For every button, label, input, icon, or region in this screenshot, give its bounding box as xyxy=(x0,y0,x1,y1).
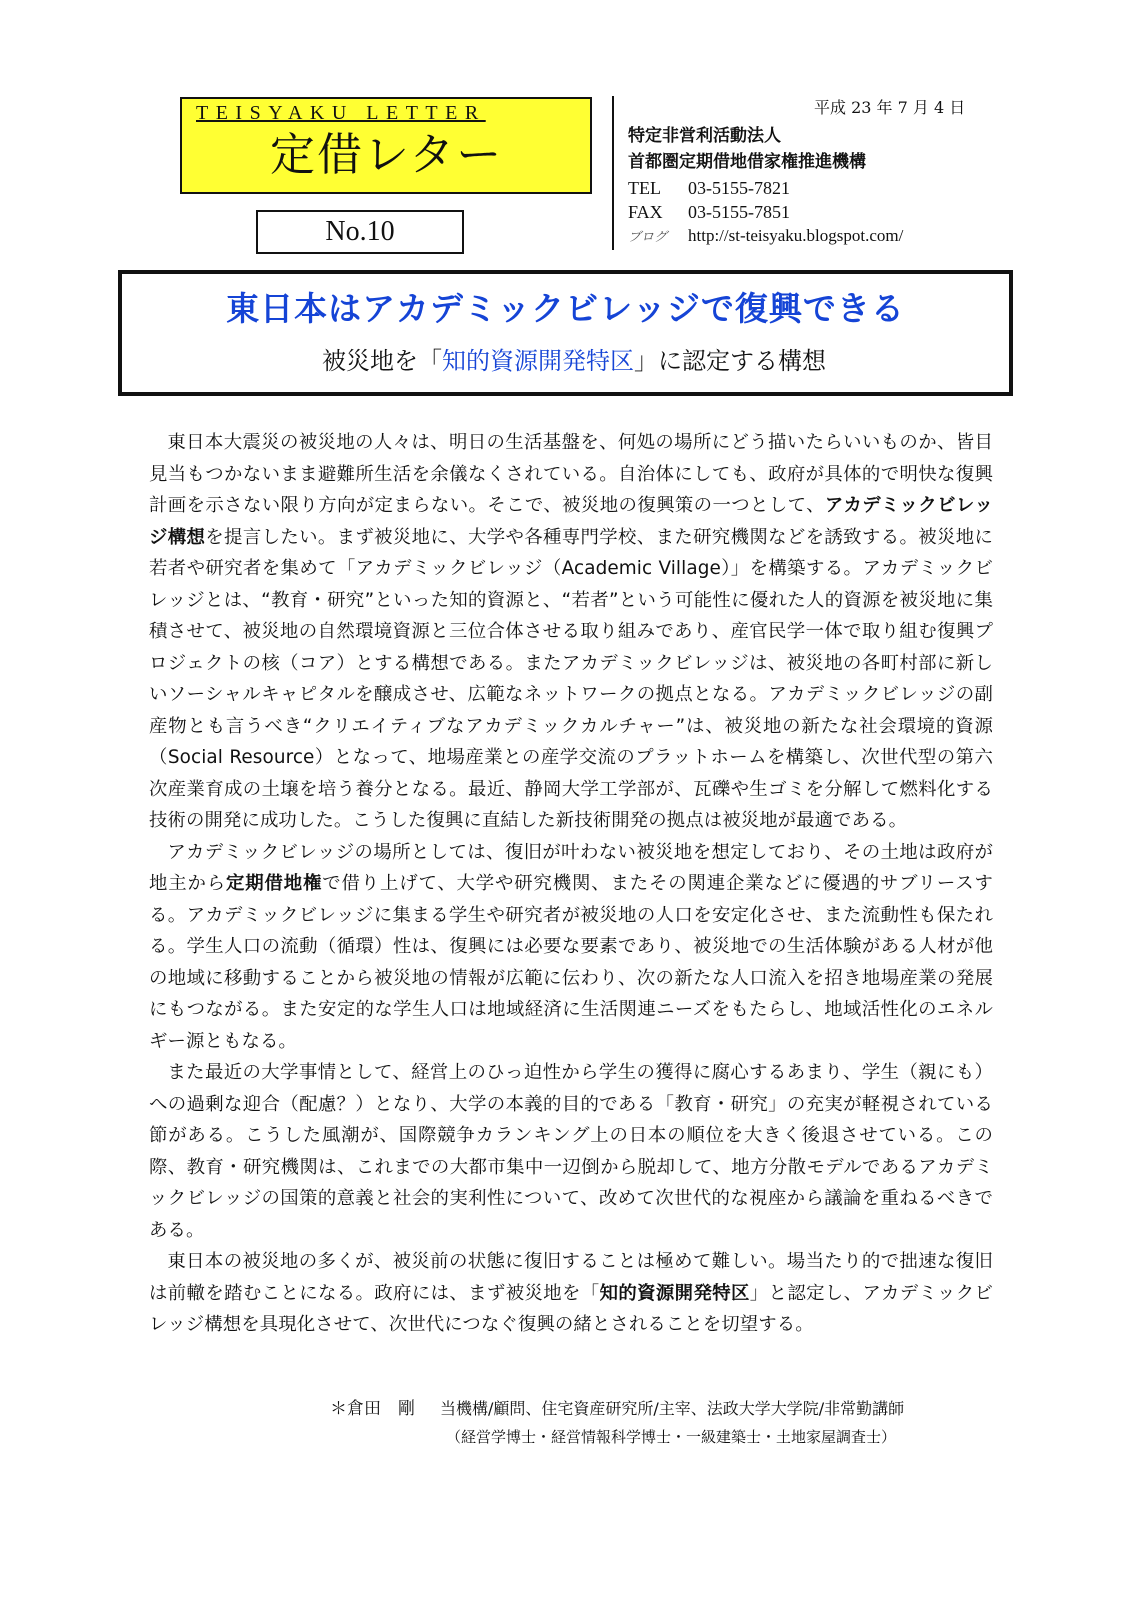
p1-bold: アカデミックビレッジ構想 xyxy=(149,495,993,548)
tel-number: 03-5155-7821 xyxy=(688,178,790,198)
masthead-title-ja: 定借レター xyxy=(270,128,504,181)
blog-label: ブログ xyxy=(628,230,668,245)
subheadline-post: 」に認定する構想 xyxy=(634,347,826,375)
paragraph-4 xyxy=(149,1246,993,1341)
p4-bold: 知的資源開発特区 xyxy=(599,1282,750,1304)
article-headline: 東日本はアカデミックビレッジで復興できる xyxy=(226,289,905,328)
author-credentials: （経営学博士・経営情報科学博士・一級建築士・土地家屋調査士） xyxy=(446,1428,897,1446)
subheadline-pre: 被災地を「 xyxy=(322,347,442,375)
issue-number: No.10 xyxy=(256,210,464,254)
tel-label: TEL xyxy=(628,178,661,198)
p2-bold: 定期借地権 xyxy=(225,873,323,894)
paragraph-3: また最近の大学事情として、経営上のひっ迫性から学生の獲得に腐心するあまり、学生（親にも）への過剰な迎合（配慮？）となり、大学の本義的目的である「教育・研究」の充実が軽視されている節がある。こうした風潮が、国際競争カランキング上の日本の順位を大きく後退させている。この際、教育・研究機関は、これまでの大都市集中一辺倒から脱却して、地方分散モデルであるアカデミックビレッジの国策的意義と社会的実利性について、改めて次世代的な視座から議論を重ねるべきである。 xyxy=(149,1062,993,1241)
publisher-type: 特定非営利活動法人 xyxy=(628,126,781,146)
publisher-tel xyxy=(628,176,790,200)
p1-text-b: を提言したい。まず被災地に、大学や各種専門学校、また研究機関などを誘致する。被災地に若者や研究者を集めて「アカデミックビレッジ（Academic Village）」を構築する。アカデミックビレッジとは、“教育・研究”といった知的資源と、“若者”という可能性に優れた人的資源を被災地に集積させて、被災地の自然環境資源と三位合体させる取り組みであり、産官民学一体で取り組む復興プロジェクトの核（コア）とする構想である。またアカデミックビレッジは、被災地の各町村部に新しいソーシャルキャピタルを醸成させ、広範なネットワークの拠点となる。アカデミックビレッジの副産物とも言うべき“クリエイティブなアカデミックカルチャー”は、被災地の新たな社会環境的資源（Social Resource）となって、地場産業との産学交流のプラットホームを構築し、次世代型の第六次産業育成の土壌を培う養分となる。最近、静岡大学工学部が、瓦礫や生ゴミを分解して燃料化する技術の開発に成功した。こうした復興に直結した新技術開発の拠点は被災地が最適である。 xyxy=(149,526,993,831)
article-body xyxy=(149,427,993,1341)
author-line xyxy=(330,1394,904,1424)
publisher-name: 首都圏定期借地借家権推進機構 xyxy=(628,152,866,172)
p4-text-a: 東日本の被災地の多くが、被災前の状態に復旧することは極めて難しい。場当たり的で拙速な復旧は前轍を踏むことになる。政府には、まず被災地を「 xyxy=(149,1251,993,1304)
title-box xyxy=(118,270,1013,396)
p4-text-b: 」と認定し、アカデミックビレッジ構想を具現化させて、次世代につなぐ復興の緒とされることを切望する。 xyxy=(149,1282,994,1335)
masthead-title-en: TEISYAKU LETTER xyxy=(196,102,486,124)
paragraph-1 xyxy=(149,427,993,837)
header-divider xyxy=(612,96,614,250)
fax-number: 03-5155-7851 xyxy=(688,202,790,222)
p2-text-a: アカデミックビレッジの場所としては、復旧が叶わない被災地を想定しており、その土地は政府が地主から xyxy=(149,841,993,894)
fax-label: FAX xyxy=(628,202,663,222)
subheadline-highlight: 知的資源開発特区 xyxy=(442,347,634,375)
masthead-box xyxy=(180,97,592,194)
blog-url-link[interactable]: http://st-teisyaku.blogspot.com/ xyxy=(688,226,904,245)
paragraph-2 xyxy=(149,837,993,1058)
p1-text-a: 東日本大震災の被災地の人々は、明日の生活基盤を、何処の場所にどう描いたらいいものか、皆目見当もつかないまま避難所生活を余儀なくされている。自治体にしても、政府が具体的で明快な復興計画を示さない限り方向が定まらない。そこで、被災地の復興策の一つとして、 xyxy=(149,432,993,516)
article-subheadline xyxy=(322,344,826,378)
author-affiliation: 当機構/顧問、住宅資産研究所/主宰、法政大学大学院/非常勤講師 xyxy=(440,1399,905,1418)
author-name: ＊倉田 剛 xyxy=(330,1399,415,1419)
p2-text-b: で借り上げて、大学や研究機関、またその関連企業などに優遇的サブリースする。アカデミックビレッジに集まる学生や研究者が被災地の人口を安定化させ、また流動性も保たれる。学生人口の流動（循環）性は、復興には必要な要素であり、被災地での生活体験がある人材が他の地域に移動することから被災地の情報が広範に伝わり、次の新たな人口流入を招き地場産業の発展にもつながる。また安定的な学生人口は地域経済に生活関連ニーズをもたらし、地域活性化のエネルギー源ともなる。 xyxy=(149,873,993,1052)
publisher-fax xyxy=(628,200,790,224)
publisher-blog xyxy=(628,224,903,250)
issue-date: 平成 23 年 7 月 4 日 xyxy=(814,98,966,117)
